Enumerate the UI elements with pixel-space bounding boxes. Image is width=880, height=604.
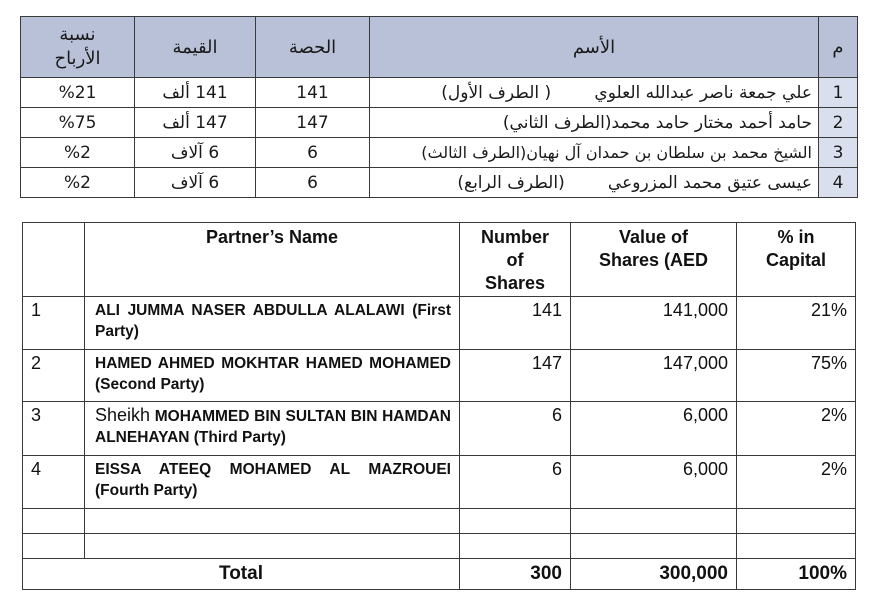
- arabic-row-index: 2: [819, 108, 858, 138]
- empty-cell: [85, 534, 460, 559]
- empty-cell: [460, 509, 571, 534]
- arabic-row-profit: %2: [21, 168, 135, 198]
- english-row-value: 147,000: [571, 349, 737, 402]
- english-header-capital-line1: % in: [777, 227, 815, 247]
- english-header-shares-line3: Shares: [484, 273, 546, 293]
- english-row-index: 4: [23, 456, 85, 509]
- arabic-row-name: عيسى عتيق محمد المزروعي (الطرف الرابع): [370, 168, 819, 198]
- total-capital: 100%: [737, 559, 856, 590]
- english-header-row: [23, 223, 856, 297]
- empty-cell: [23, 509, 85, 534]
- english-row: [23, 402, 856, 456]
- arabic-header-name: الأسم: [370, 17, 819, 78]
- english-shareholders-table: [22, 222, 856, 590]
- arabic-row: [21, 138, 858, 168]
- total-shares: 300: [460, 559, 571, 590]
- arabic-row-index: 1: [819, 78, 858, 108]
- arabic-row-name: حامد أحمد مختار حامد محمد(الطرف الثاني): [370, 108, 819, 138]
- english-header-shares-line1: Number: [480, 227, 549, 247]
- english-row-name-cell: [85, 402, 460, 456]
- english-row-name: ALI JUMMA NASER ABDULLA ALALAWI (First Party): [85, 297, 460, 350]
- empty-cell: [85, 509, 460, 534]
- arabic-row: [21, 168, 858, 198]
- arabic-row-shares: 6: [256, 138, 370, 168]
- english-header-capital: [737, 223, 856, 297]
- english-row-value: 141,000: [571, 297, 737, 350]
- english-row-name: HAMED AHMED MOKHTAR HAMED MOHAMED (Second Party): [85, 349, 460, 402]
- arabic-row-shares: 6: [256, 168, 370, 198]
- arabic-header-profit-line2: الأرباح: [54, 48, 101, 69]
- arabic-row-profit: %21: [21, 78, 135, 108]
- english-header-shares-line2: of: [506, 250, 524, 270]
- english-empty-row: [23, 509, 856, 534]
- empty-cell: [460, 534, 571, 559]
- arabic-header-profit-line1: نسبة: [59, 24, 96, 45]
- arabic-row: [21, 108, 858, 138]
- arabic-header-index: م: [819, 17, 858, 78]
- english-row-name-prefix: Sheikh: [95, 405, 151, 426]
- empty-cell: [23, 534, 85, 559]
- english-header-name: Partner’s Name: [85, 223, 460, 297]
- english-row-index: 1: [23, 297, 85, 350]
- empty-cell: [571, 509, 737, 534]
- arabic-row-index: 3: [819, 138, 858, 168]
- arabic-row-value: 141 ألف: [135, 78, 256, 108]
- arabic-row-value: 6 آلاف: [135, 168, 256, 198]
- arabic-row-name: الشيخ محمد بن سلطان بن حمدان آل نهيان(الطرف الثالث): [370, 138, 819, 168]
- english-header-value: [571, 223, 737, 297]
- english-row-shares: 6: [460, 456, 571, 509]
- english-header-value-line1: Value of: [618, 227, 689, 247]
- english-total-row: [23, 559, 856, 590]
- english-row: [23, 349, 856, 402]
- english-row-value: 6,000: [571, 402, 737, 456]
- english-row-capital: 75%: [737, 349, 856, 402]
- english-row-index: 3: [23, 402, 85, 456]
- english-row-capital: 2%: [737, 456, 856, 509]
- english-row-shares: 141: [460, 297, 571, 350]
- arabic-row-profit: %2: [21, 138, 135, 168]
- english-row-shares: 147: [460, 349, 571, 402]
- arabic-header-value: القيمة: [135, 17, 256, 78]
- arabic-row-shares: 147: [256, 108, 370, 138]
- total-label: Total: [23, 559, 460, 590]
- arabic-header-shares: الحصة: [256, 17, 370, 78]
- english-row: [23, 456, 856, 509]
- arabic-row-index: 4: [819, 168, 858, 198]
- english-row-capital: 2%: [737, 402, 856, 456]
- arabic-row-name: علي جمعة ناصر عبدالله العلوي ( الطرف الأول): [370, 78, 819, 108]
- english-header-value-line2: Shares (AED: [598, 250, 709, 270]
- english-row-value: 6,000: [571, 456, 737, 509]
- arabic-header-row: [21, 17, 858, 78]
- english-row-capital: 21%: [737, 297, 856, 350]
- english-row-name: MOHAMMED BIN SULTAN BIN HAMDAN ALNEHAYAN (Third Party): [95, 408, 451, 447]
- arabic-header-profit: [21, 17, 135, 78]
- english-empty-row: [23, 534, 856, 559]
- english-row: [23, 297, 856, 350]
- arabic-row-shares: 141: [256, 78, 370, 108]
- arabic-row-value: 147 ألف: [135, 108, 256, 138]
- english-row-index: 2: [23, 349, 85, 402]
- total-value: 300,000: [571, 559, 737, 590]
- arabic-shareholders-table: [20, 16, 858, 198]
- empty-cell: [737, 509, 856, 534]
- arabic-row: [21, 78, 858, 108]
- empty-cell: [571, 534, 737, 559]
- empty-cell: [737, 534, 856, 559]
- english-header-capital-line2: Capital: [765, 250, 826, 270]
- english-row-name: EISSA ATEEQ MOHAMED AL MAZROUEI (Fourth Party): [85, 456, 460, 509]
- arabic-row-profit: %75: [21, 108, 135, 138]
- english-header-shares: [460, 223, 571, 297]
- arabic-row-value: 6 آلاف: [135, 138, 256, 168]
- english-row-shares: 6: [460, 402, 571, 456]
- english-header-index: [23, 223, 85, 297]
